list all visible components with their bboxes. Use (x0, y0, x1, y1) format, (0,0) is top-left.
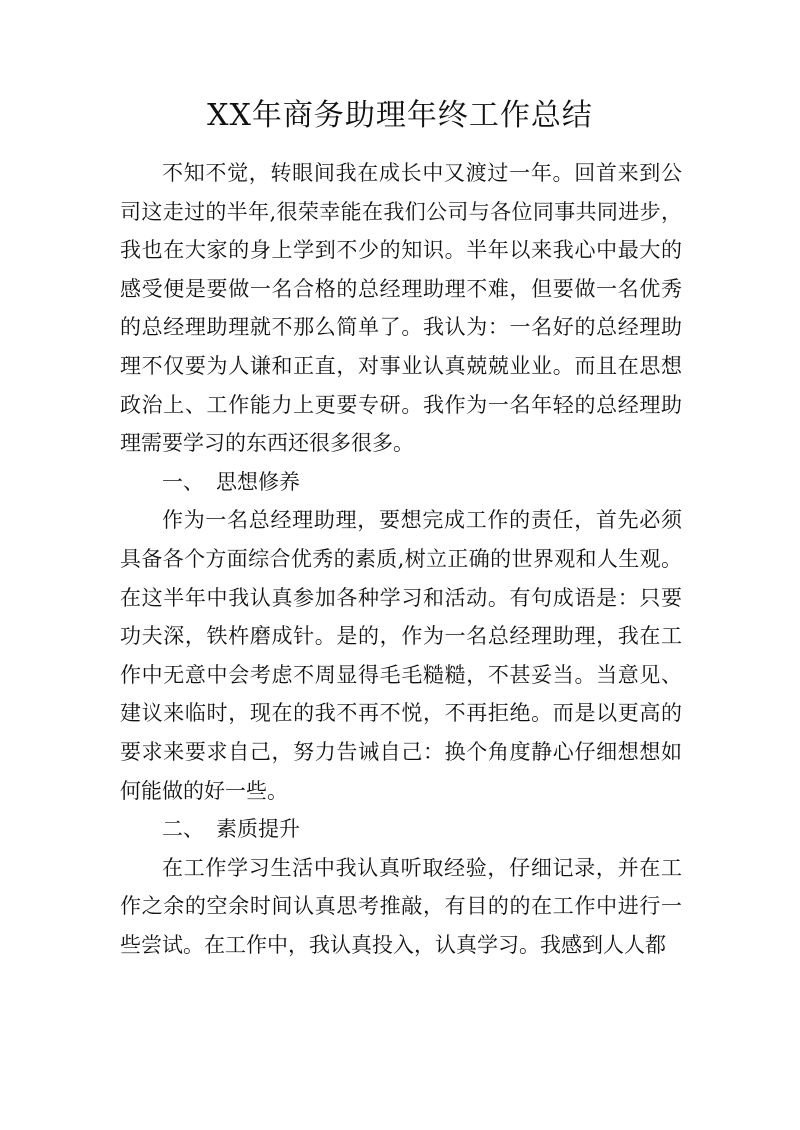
section-number-2: 二、 (162, 817, 204, 842)
section-number-1: 一、 (162, 469, 204, 494)
section-heading-1 (120, 463, 682, 502)
section-title-1: 思想修养 (216, 469, 300, 494)
intro-paragraph: 不知不觉，转眼间我在成长中又渡过一年。回首来到公司这走过的半年,很荣幸能在我们公司与各位同事共同进步，我也在大家的身上学到不少的知识。半年以来我心中最大的感受便是要做一名合格的总经理助理不难，但要做一名优秀的总经理助理就不那么简单了。我认为：一名好的总经理助理不仅要为人谦和正直，对事业认真兢兢业业。而且在思想政治上、工作能力上更要专研。我作为一名年轻的总经理助理需要学习的东西还很多很多。 (120, 161, 682, 456)
section-paragraph-1: 作为一名总经理助理，要想完成工作的责任，首先必须具备各个方面综合优秀的素质,树立正确的世界观和人生观。在这半年中我认真参加各种学习和活动。有句成语是：只要功夫深，铁杵磨成针。是的，作为一名总经理助理，我在工作中无意中会考虑不周显得毛毛糙糙，不甚妥当。当意见、建议来临时，现在的我不再不悦，不再拒绝。而是以更高的要求来要求自己，努力告诫自己：换个角度静心仔细想想如何能做的好一些。 (120, 508, 682, 803)
section-title-2: 素质提升 (216, 817, 300, 842)
document-title: XX年商务助理年终工作总结 (207, 98, 593, 133)
section-heading-2 (120, 810, 682, 849)
section-paragraph-2: 在工作学习生活中我认真听取经验，仔细记录，并在工作之余的空余时间认真思考推敲，有目的的在工作中进行一些尝试。在工作中，我认真投入，认真学习。我感到人人都 (120, 855, 682, 957)
document-body (120, 154, 682, 964)
